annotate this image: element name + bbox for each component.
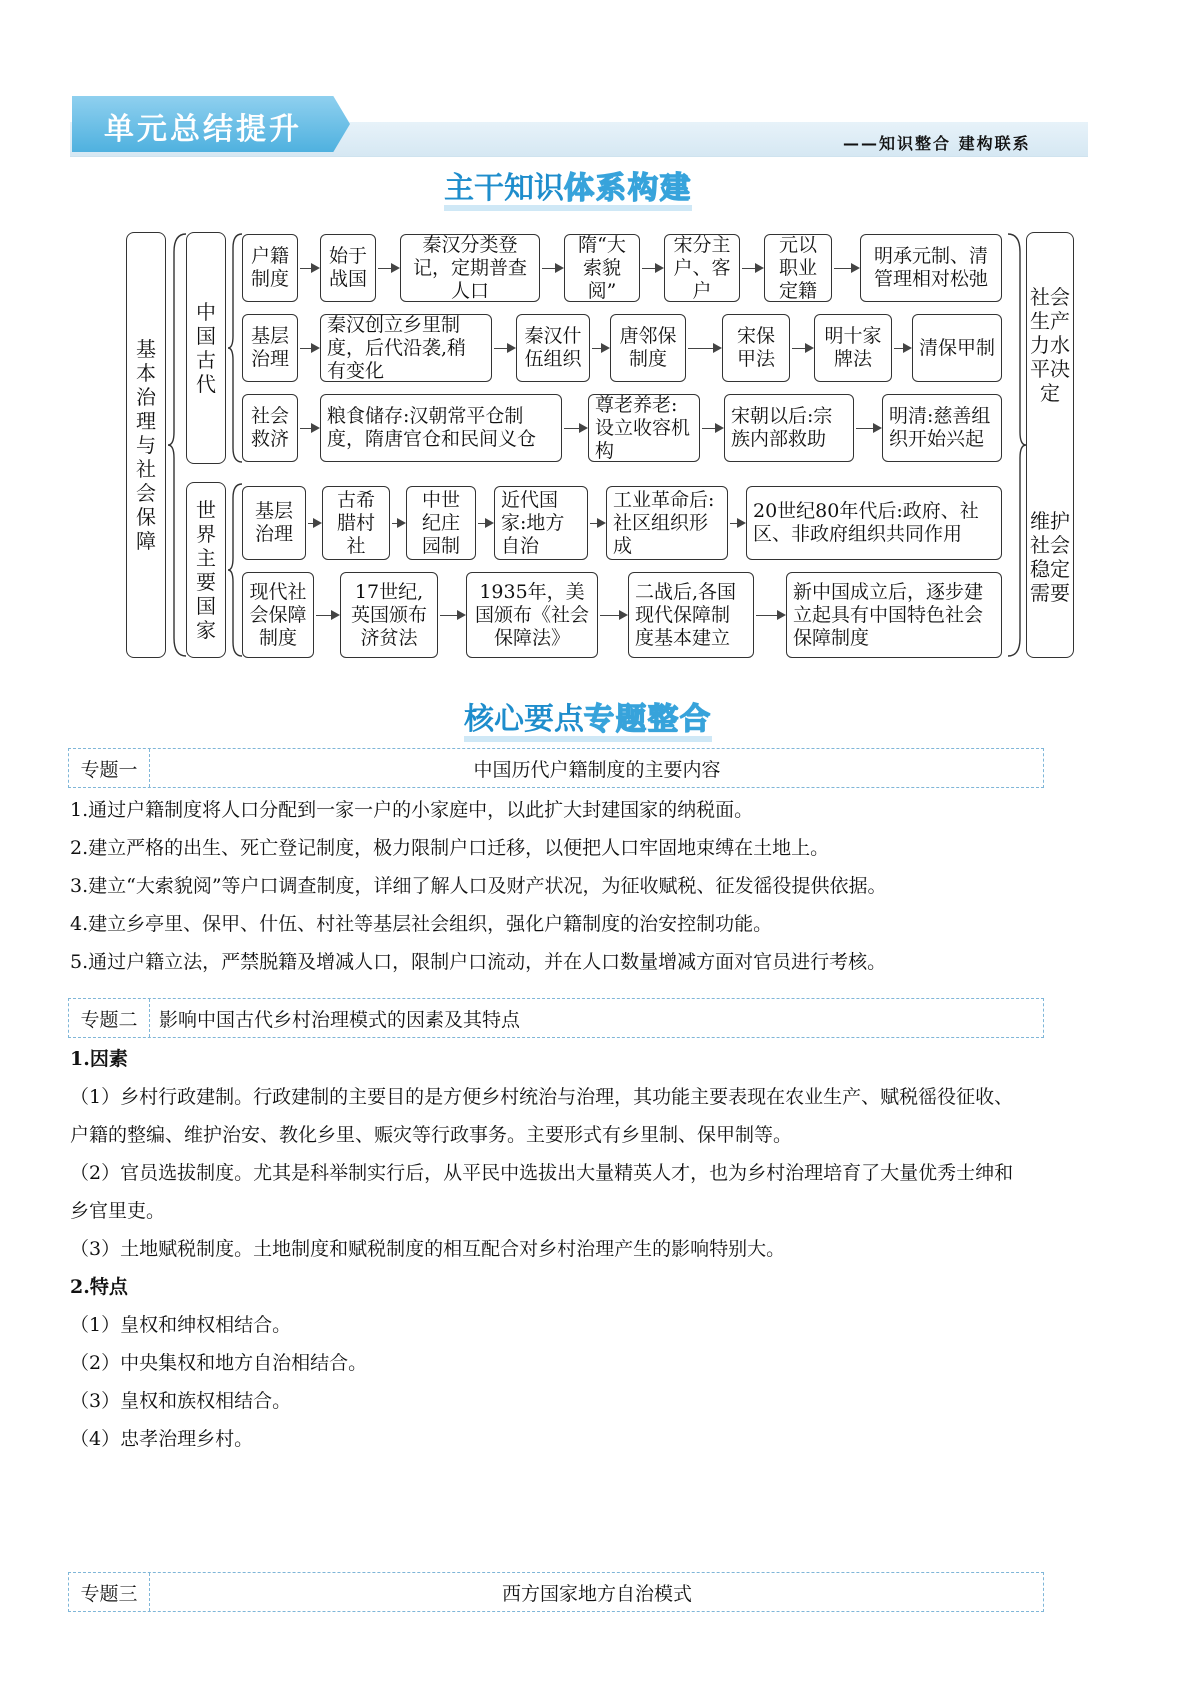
- arrow: [300, 428, 318, 429]
- arrow: [590, 523, 604, 524]
- section-title-framework: [444, 163, 692, 207]
- row5-node-4: 二战后,各国现代保障制度基本建立: [628, 572, 754, 658]
- arrow: [834, 268, 858, 269]
- row2-node-5: 宋保甲法: [722, 314, 790, 382]
- arrow: [600, 615, 626, 616]
- arrow: [642, 268, 662, 269]
- row3-node-3: 尊老养老:设立收容机构: [588, 394, 700, 462]
- header-divider: [70, 156, 1088, 157]
- row4-node-5: 工业革命后:社区组织形成: [606, 486, 728, 560]
- row2-node-3: 秦汉什伍组织: [516, 314, 590, 382]
- banner-subtitle: ——知识整合 建构联系: [843, 134, 1031, 153]
- row5-node-5: 新中国成立后，逐步建立起具有中国特色社会保障制度: [786, 572, 1002, 658]
- topic-1-list: [70, 791, 1050, 981]
- right-bottom-label: 维护社会稳定需要: [1030, 509, 1070, 605]
- china-node: [186, 232, 226, 464]
- topic-2-body: [70, 1040, 1050, 1458]
- paragraph: （3）土地赋税制度。土地制度和赋税制度的相互配合对乡村治理产生的影响特别大。: [70, 1238, 786, 1260]
- row1-node-3: 秦汉分类登记，定期普查人口: [400, 234, 540, 302]
- subheading: 1.因素: [70, 1048, 128, 1070]
- paragraph: （3）皇权和族权相结合。: [70, 1390, 292, 1412]
- arrow: [308, 523, 320, 524]
- row1-node-6: 元以职业定籍: [764, 234, 832, 302]
- root-node: [126, 232, 166, 658]
- root-label: 基本治理与社会保障: [136, 337, 156, 553]
- title-part-a: 主干知识: [444, 171, 564, 206]
- arrow: [792, 348, 812, 349]
- topic-title: 中国历代户籍制度的主要内容: [473, 758, 721, 781]
- row5-node-2: 17世纪,英国颁布济贫法: [340, 572, 438, 658]
- arrow: [730, 523, 744, 524]
- title-part-a: 核心要点: [464, 702, 584, 737]
- list-item: 1.通过户籍制度将人口分配到一家一户的小家庭中，以此扩大封建国家的纳税面。: [70, 799, 754, 821]
- title-part-b: 体系构建: [564, 171, 692, 206]
- world-label: 世界主要国家: [196, 498, 216, 642]
- paragraph: 乡官里吏。: [70, 1200, 166, 1222]
- paragraph: （1）乡村行政建制。行政建制的主要目的是方便乡村统治与治理，其功能主要表现在农业生产、赋税徭役征收、: [70, 1086, 1014, 1108]
- arrow: [378, 268, 398, 269]
- row5-node-3: 1935年，美国颁布《社会保障法》: [466, 572, 598, 658]
- row3-node-1: 社会救济: [242, 394, 298, 462]
- arrow: [688, 348, 720, 349]
- row3-node-4: 宋朝以后:宗族内部救助: [724, 394, 854, 462]
- paragraph: （1）皇权和绅权相结合。: [70, 1314, 292, 1336]
- arrow: [392, 523, 404, 524]
- row4-node-3: 中世纪庄园制: [406, 486, 476, 560]
- topic-title: 西方国家地方自治模式: [501, 1582, 692, 1605]
- arrow: [702, 428, 722, 429]
- topic-label: 专题二: [69, 999, 150, 1037]
- topic-label: 专题一: [69, 749, 150, 787]
- paragraph: （2）官员选拔制度。尤其是科举制实行后，从平民中选拔出大量精英人才，也为乡村治理培育了大量优秀士绅和: [70, 1162, 1014, 1184]
- row3-node-5: 明清:慈善组织开始兴起: [882, 394, 1002, 462]
- list-item: 3.建立“大索貌阅”等户口调查制度，详细了解人口及财产状况，为征收赋税、征发徭役提供依据。: [70, 875, 887, 897]
- row4-node-4: 近代国家:地方自治: [494, 486, 588, 560]
- arrow: [316, 615, 338, 616]
- arrow: [494, 348, 514, 349]
- topic-title: 影响中国古代乡村治理模式的因素及其特点: [159, 1008, 521, 1031]
- row1-node-4: 隋“大索貌阅”: [564, 234, 640, 302]
- banner-title: 单元总结提升: [104, 112, 302, 147]
- row1-node-5: 宋分主户、客户: [664, 234, 740, 302]
- china-label: 中国古代: [196, 300, 216, 396]
- topic-2-header: [68, 998, 1044, 1038]
- arrow: [478, 523, 492, 524]
- arrow: [440, 615, 464, 616]
- arrow: [564, 428, 586, 429]
- root-brace: [168, 232, 188, 658]
- paragraph: 户籍的整编、维护治安、教化乡里、赈灾等行政事务。主要形式有乡里制、保甲制等。: [70, 1124, 793, 1146]
- right-top-label: 社会生产力水平决定: [1030, 285, 1070, 405]
- row2-node-7: 清保甲制: [912, 314, 1002, 382]
- arrow: [300, 348, 318, 349]
- arrow: [856, 428, 880, 429]
- arrow: [592, 348, 608, 349]
- row4-node-6: 20世纪80年代后:政府、社区、非政府组织共同作用: [746, 486, 1002, 560]
- row4-node-1: 基层治理: [242, 486, 306, 560]
- title-part-b: 专题整合: [584, 702, 712, 737]
- list-item: 2.建立严格的出生、死亡登记制度，极力限制户口迁移，以便把人口牢固地束缚在土地上。: [70, 837, 830, 859]
- arrow: [300, 268, 318, 269]
- topic-1-header: [68, 748, 1044, 788]
- list-item: 4.建立乡亭里、保甲、什伍、村社等基层社会组织，强化户籍制度的治安控制功能。: [70, 913, 773, 935]
- row4-node-2: 古希腊村社: [322, 486, 390, 560]
- subheading: 2.特点: [70, 1276, 128, 1298]
- row5-node-1: 现代社会保障制度: [242, 572, 314, 658]
- row2-node-6: 明十家牌法: [814, 314, 892, 382]
- paragraph: （2）中央集权和地方自治相结合。: [70, 1352, 368, 1374]
- row2-node-1: 基层治理: [242, 314, 298, 382]
- paragraph: （4）忠孝治理乡村。: [70, 1428, 254, 1450]
- row3-node-2: 粮食储存:汉朝常平仓制度，隋唐官仓和民间义仓: [320, 394, 562, 462]
- world-node: [186, 482, 226, 658]
- row1-node-2: 始于战国: [320, 234, 376, 302]
- right-brace: [1006, 232, 1026, 658]
- list-item: 5.通过户籍立法，严禁脱籍及增减人口，限制户口流动，并在人口数量增减方面对官员进行考核。: [70, 951, 887, 973]
- right-node: [1026, 232, 1074, 658]
- row2-node-4: 唐邻保制度: [610, 314, 686, 382]
- topic-label: 专题三: [69, 1573, 150, 1611]
- row2-node-2: 秦汉创立乡里制度，后代沿袭,稍有变化: [320, 314, 492, 382]
- row1-node-7: 明承元制、清管理相对松弛: [860, 234, 1002, 302]
- section-title-topics: [464, 694, 712, 738]
- arrow: [894, 348, 910, 349]
- arrow: [756, 615, 784, 616]
- topic-3-header: [68, 1572, 1044, 1612]
- arrow: [742, 268, 762, 269]
- row1-node-1: 户籍制度: [242, 234, 298, 302]
- arrow: [542, 268, 562, 269]
